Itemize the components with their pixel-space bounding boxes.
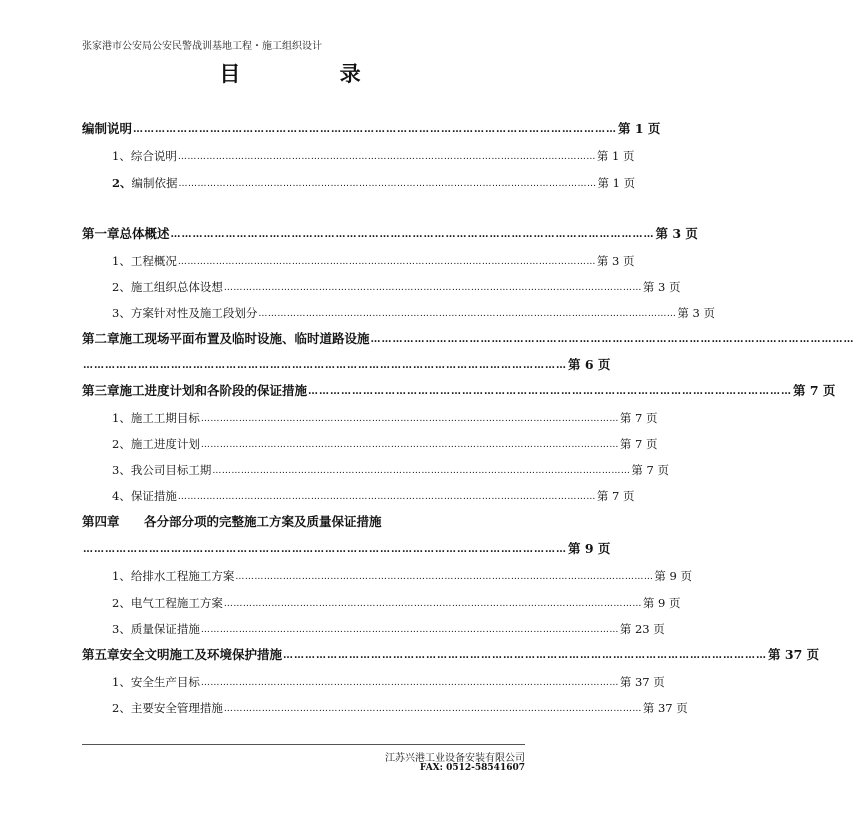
leader-dots: …………………………………………………………………………………………………………………… xyxy=(170,229,655,240)
toc-chapter-2[interactable] xyxy=(82,326,855,346)
toc-label: 我公司目标工期 xyxy=(130,463,212,477)
toc-page: 第 37 页 xyxy=(642,701,688,715)
toc-number: 4、 xyxy=(112,489,131,503)
footer-divider xyxy=(82,744,525,745)
toc-number: 1、 xyxy=(112,411,131,425)
toc-chapter-number: 第一章 xyxy=(82,226,120,241)
toc-entry-preface[interactable] xyxy=(82,116,661,136)
leader-dots: …………………………………………………………………………………………………………………… xyxy=(177,257,596,267)
toc-entry[interactable] xyxy=(82,669,665,689)
toc-page: 第 1 页 xyxy=(618,121,661,136)
toc-label: 施工进度计划 xyxy=(130,437,200,451)
toc-number: 2、 xyxy=(112,596,131,610)
leader-dots: …………………………………………………………………………………………………………………… xyxy=(223,599,642,609)
leader-dots: …………………………………………………………………………………………………………………… xyxy=(212,466,631,476)
toc-page: 第 3 页 xyxy=(642,280,681,294)
toc-number: 2、 xyxy=(112,176,132,190)
toc-entry[interactable] xyxy=(82,300,715,320)
toc-number: 2、 xyxy=(112,701,131,715)
toc-entry[interactable] xyxy=(82,431,658,451)
toc-number: 1、 xyxy=(112,149,131,163)
toc-entry[interactable] xyxy=(82,274,681,294)
toc-page: 第 9 页 xyxy=(654,569,692,583)
toc-number: 1、 xyxy=(112,675,131,689)
toc-entry[interactable] xyxy=(82,563,692,583)
leader-dots: …………………………………………………………………………………………………………………… xyxy=(177,152,596,162)
toc-number: 2、 xyxy=(112,280,131,294)
toc-page: 第 7 页 xyxy=(619,437,658,451)
leader-dots: …………………………………………………………………………………………………………………… xyxy=(200,440,619,450)
toc-page: 第 3 页 xyxy=(596,254,635,268)
toc-chapter-1[interactable] xyxy=(82,221,698,241)
leader-dots: …………………………………………………………………………………………………………………… xyxy=(133,124,618,135)
toc-number: 1、 xyxy=(112,254,131,268)
toc-number: 3、 xyxy=(112,622,131,636)
toc-page: 第 7 页 xyxy=(596,489,635,503)
toc-label: 主要安全管理措施 xyxy=(130,701,223,715)
leader-dots: …………………………………………………………………………………………………………………… xyxy=(223,704,642,714)
toc-page: 第 37 页 xyxy=(768,647,820,662)
toc-number: 2、 xyxy=(112,437,131,451)
toc-label: 编制说明 xyxy=(82,121,133,136)
footer-fax: FAX: 0512-58541607 xyxy=(419,763,525,773)
toc-page: 第 9 页 xyxy=(568,541,611,556)
toc-chapter-2-page-line[interactable] xyxy=(82,352,611,372)
toc-chapter-number: 第二章 xyxy=(82,331,120,346)
toc-entry[interactable] xyxy=(82,695,688,715)
toc-page: 第 1 页 xyxy=(596,149,635,163)
toc-chapter-number: 第四章 xyxy=(82,514,120,529)
toc-label: 施工组织总体设想 xyxy=(130,280,223,294)
toc-label: 电气工程施工方案 xyxy=(130,596,223,610)
leader-dots: …………………………………………………………………………………………………………………… xyxy=(283,650,768,661)
toc-chapter-4-page-line[interactable] xyxy=(82,536,611,556)
toc-number: 3、 xyxy=(112,463,131,477)
footer-company: 江苏兴港工业设备安装有限公司 xyxy=(385,753,525,764)
leader-dots: …………………………………………………………………………………………………………………… xyxy=(178,179,597,189)
toc-entry[interactable] xyxy=(82,170,636,190)
leader-dots: …………………………………………………………………………………………………………………… xyxy=(200,625,619,635)
document-header: 张家港市公安局公安民警战训基地工程・施工组织设计 xyxy=(82,41,322,52)
toc-label: 安全文明施工及环境保护措施 xyxy=(119,647,283,662)
leader-dots: …………………………………………………………………………………………………………………… xyxy=(200,414,619,424)
toc-page: 第 6 页 xyxy=(568,357,611,372)
toc-label: 给排水工程施工方案 xyxy=(130,569,235,583)
toc-chapter-number: 第五章 xyxy=(82,647,120,662)
toc-page: 第 23 页 xyxy=(619,622,665,636)
toc-chapter-4[interactable] xyxy=(82,509,514,529)
toc-page: 第 7 页 xyxy=(619,411,658,425)
toc-number: 3、 xyxy=(112,306,131,320)
toc-entry[interactable] xyxy=(82,248,635,268)
leader-dots: …………………………………………………………………………………………………………………… xyxy=(223,283,642,293)
toc-label: 编制依据 xyxy=(131,176,178,190)
toc-label: 质量保证措施 xyxy=(130,622,200,636)
toc-page: 第 3 页 xyxy=(677,306,715,320)
toc-label: 综合说明 xyxy=(130,149,177,163)
toc-page: 第 37 页 xyxy=(619,675,665,689)
leader-dots: …………………………………………………………………………………………………………………… xyxy=(308,386,793,397)
toc-label: 施工进度计划和各阶段的保证措施 xyxy=(119,383,308,398)
leader-dots: …………………………………………………………………………………………………………………… xyxy=(177,492,596,502)
toc-chapter-3[interactable] xyxy=(82,378,836,398)
toc-entry[interactable] xyxy=(82,457,669,477)
toc-label: 安全生产目标 xyxy=(130,675,200,689)
toc-label: 工程概况 xyxy=(130,254,177,268)
toc-entry[interactable] xyxy=(82,616,665,636)
toc-label: 方案针对性及施工段划分 xyxy=(130,306,258,320)
toc-chapter-number: 第三章 xyxy=(82,383,120,398)
leader-dots: …………………………………………………………………………………………………………………… xyxy=(370,334,855,345)
toc-chapter-5[interactable] xyxy=(82,642,820,662)
leader-dots: …………………………………………………………………………………………………………………… xyxy=(200,678,619,688)
toc-page: 第 9 页 xyxy=(642,596,681,610)
toc-page: 第 7 页 xyxy=(793,383,836,398)
leader-dots: …………………………………………………………………………………………………………………… xyxy=(235,572,654,582)
toc-entry[interactable] xyxy=(82,483,635,503)
toc-page: 第 3 页 xyxy=(655,226,698,241)
leader-dots: …………………………………………………………………………………………………………………… xyxy=(83,544,567,555)
toc-label: 保证措施 xyxy=(130,489,177,503)
toc-label: 各分部分项的完整施工方案及质量保证措施 xyxy=(144,514,382,529)
toc-entry[interactable] xyxy=(82,143,635,163)
page-title: 目 录 xyxy=(219,61,407,86)
toc-page: 第 7 页 xyxy=(631,463,669,477)
toc-entry[interactable] xyxy=(82,590,681,610)
toc-number: 1、 xyxy=(112,569,131,583)
leader-dots: …………………………………………………………………………………………………………………… xyxy=(258,309,677,319)
toc-entry[interactable] xyxy=(82,405,658,425)
toc-label: 总体概述 xyxy=(119,226,170,241)
toc-label: 施工现场平面布置及临时设施、临时道路设施 xyxy=(119,331,370,346)
leader-dots: …………………………………………………………………………………………………………………… xyxy=(83,360,567,371)
toc-label: 施工工期目标 xyxy=(130,411,200,425)
toc-page: 第 1 页 xyxy=(597,176,636,190)
